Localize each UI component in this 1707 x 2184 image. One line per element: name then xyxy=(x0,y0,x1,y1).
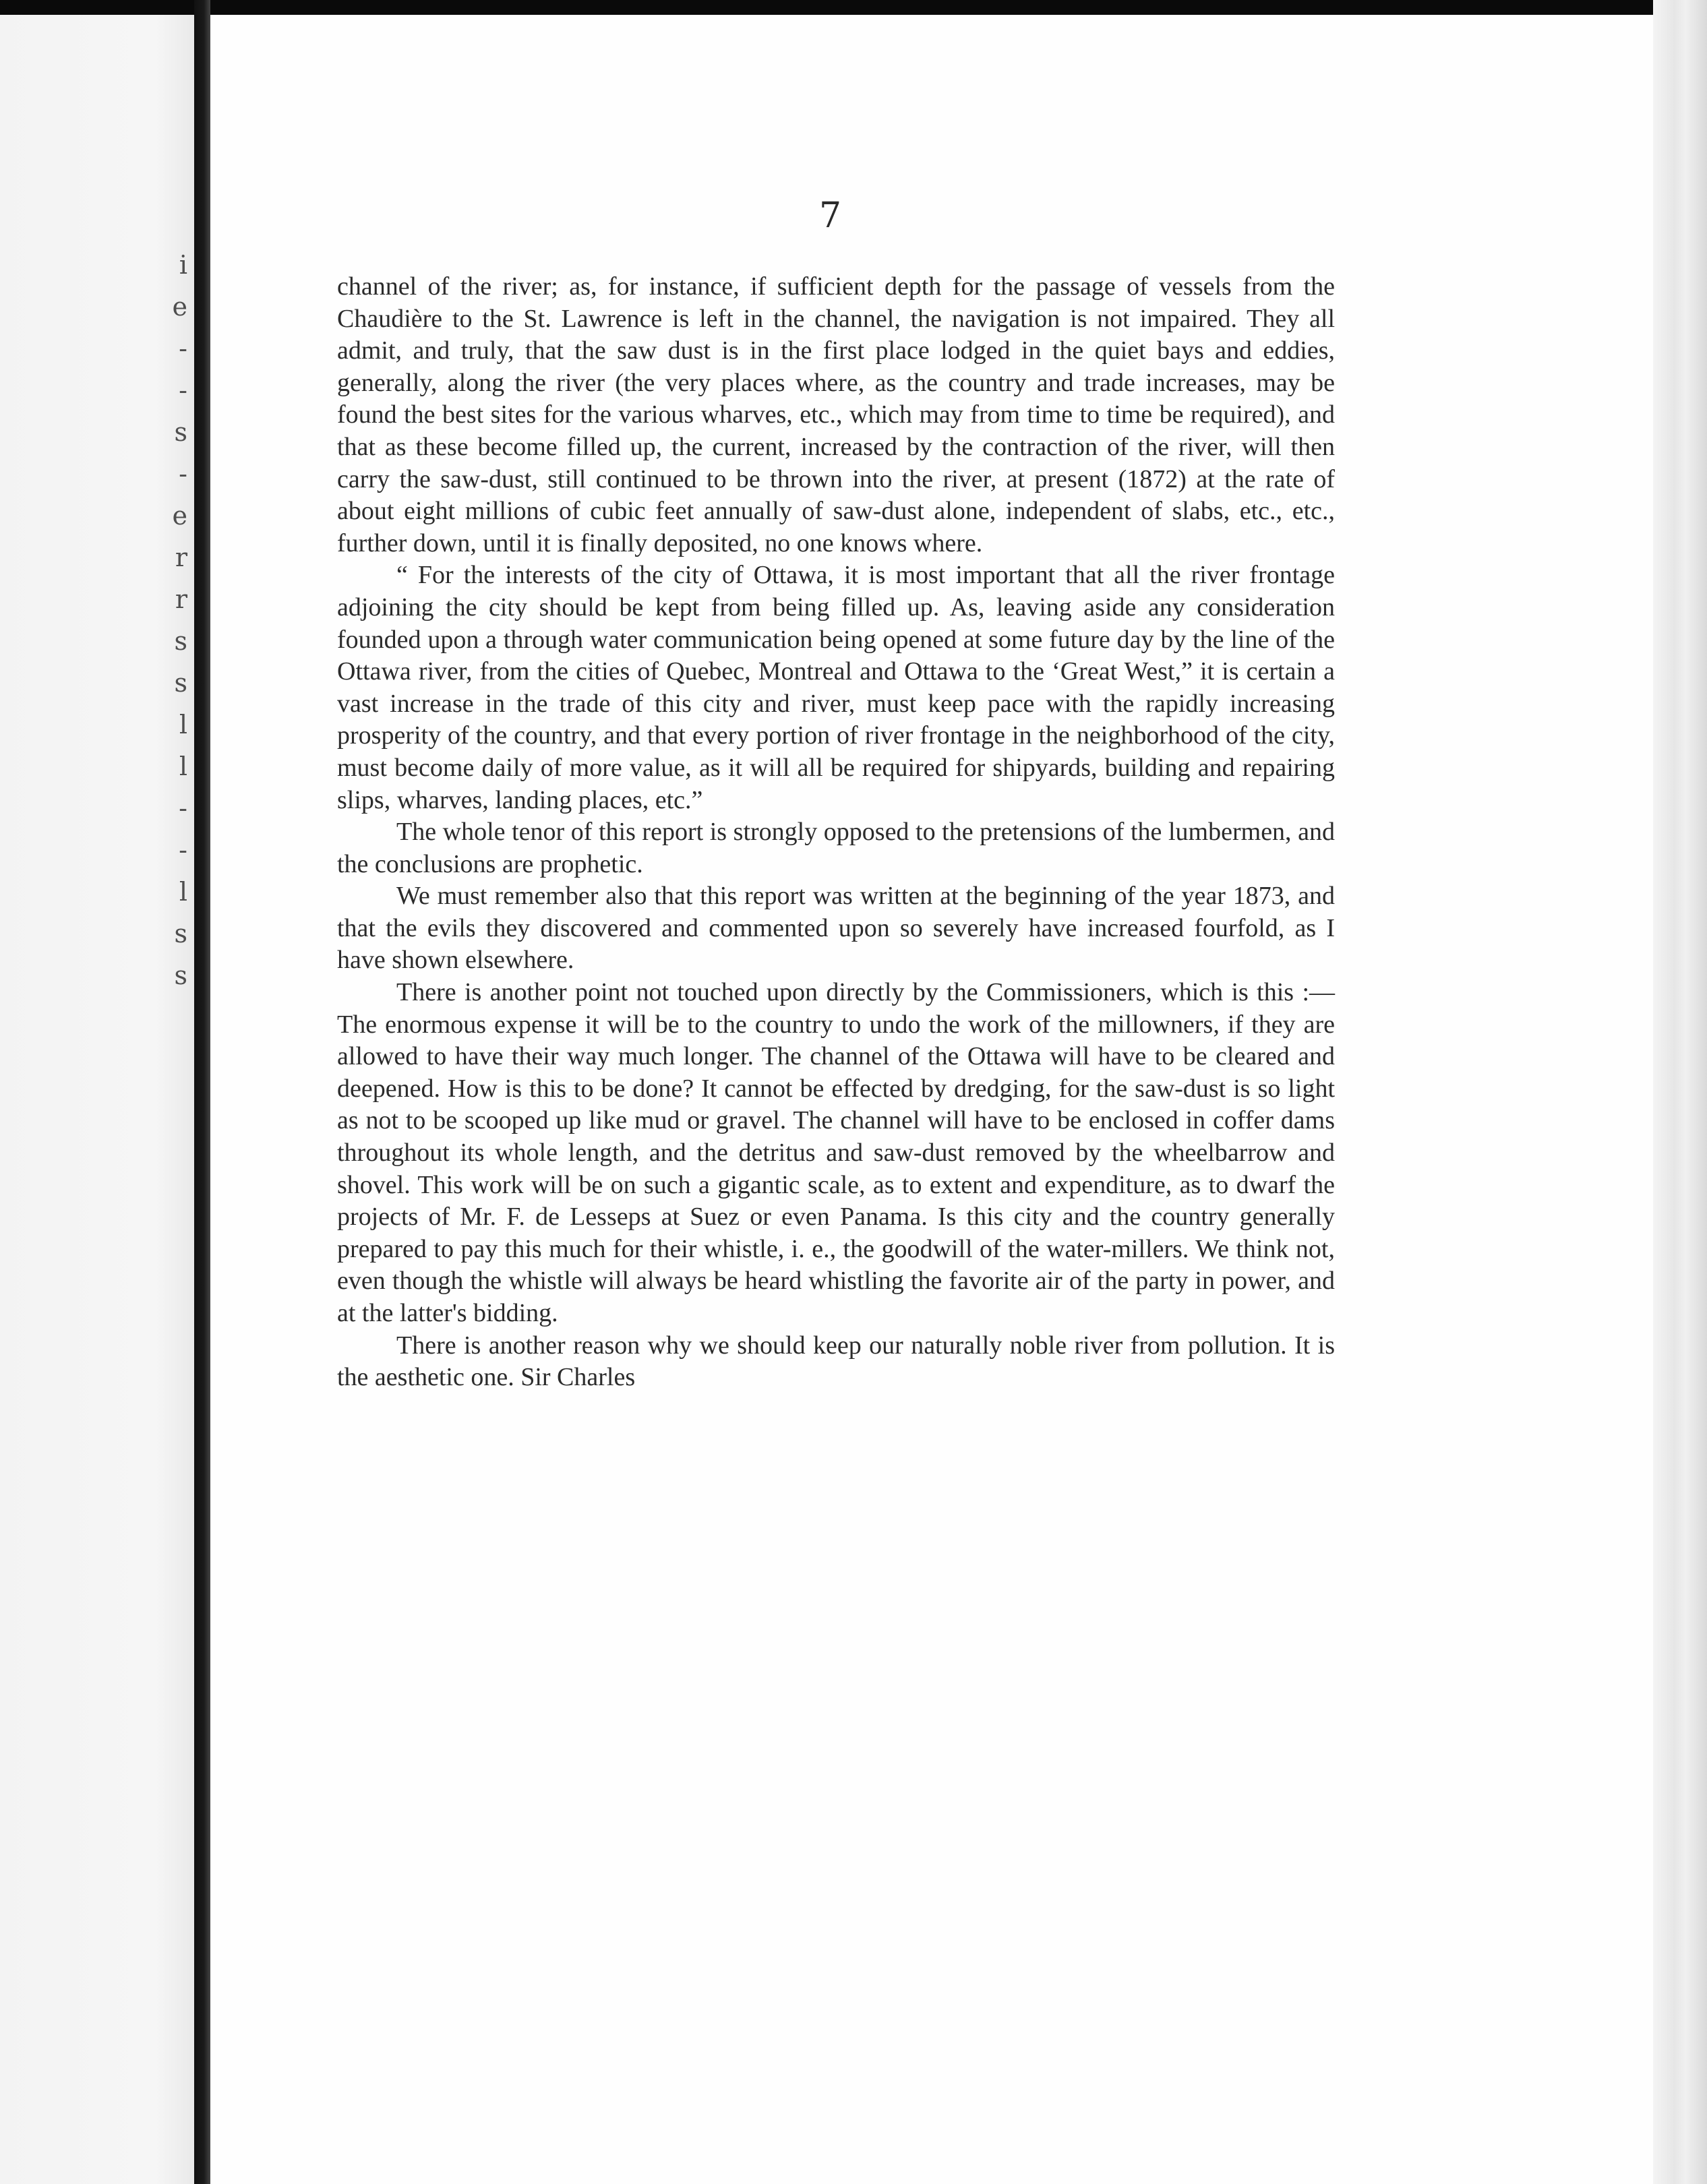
left-fragment: - xyxy=(179,334,187,363)
left-fragment: l xyxy=(179,710,187,739)
left-page-edge xyxy=(0,15,194,2184)
page-number: 7 xyxy=(819,195,843,236)
book-gutter xyxy=(194,0,210,2184)
paragraph: “ For the interests of the city of Ottawa, it is most important that all the river frontage adjoining the city should be kept from being filled up. As, leaving aside any consideration founded upon a through water communication being opened at some future day by the line of the Ottawa river, from the cities of Quebec, Montreal and Ottawa to the ‘Great West,” it is certain a vast increase in the trade of this city and river, must keep pace with the rapidly increasing prosperity of the country, and that every portion of river frontage in the neighborhood of the city, must become daily of more value, as it will all be required for shipyards, building and repairing slips, wharves, landing places, etc.” xyxy=(337,561,1335,814)
paragraph: The whole tenor of this report is strongly opposed to the pretensions of the lumbermen, and the conclusions are prophetic. xyxy=(337,818,1335,878)
left-fragment: l xyxy=(179,752,187,781)
left-fragment: l xyxy=(179,877,187,907)
left-fragment: - xyxy=(179,793,187,823)
paragraph: There is another reason why we should keep our naturally noble river from pollution. It is the aesthetic one. Sir Charles xyxy=(337,1331,1335,1392)
left-fragment: - xyxy=(179,835,187,865)
body-text xyxy=(337,271,1335,1394)
left-fragment: i xyxy=(179,250,187,280)
left-fragment: s xyxy=(174,626,187,656)
left-fragment: r xyxy=(175,584,187,614)
scan-top-border xyxy=(0,0,1707,15)
right-page-edge xyxy=(1653,0,1707,2184)
left-fragment: e xyxy=(172,501,187,530)
left-fragment: e xyxy=(172,292,187,322)
left-fragment: s xyxy=(174,961,187,990)
left-fragment: s xyxy=(174,919,187,948)
left-fragment: r xyxy=(175,543,187,572)
paragraph: There is another point not touched upon directly by the Commissioners, which is this :—The enormous expense it will be to the country to undo the work of the millowners, if they are allowed to have their way much longer. The channel of the Ottawa will have to be cleared and deepened. How is this to be done? It cannot be effected by dredging, for the saw-dust is so light as not to be scooped up like mud or gravel. The channel will have to be enclosed in coffer dams throughout its whole length, and the detritus and saw-dust removed by the wheelbarrow and shovel. This work will be on such a gigantic scale, as to extent and expenditure, as to dwarf the projects of Mr. F. de Lesseps at Suez or even Panama. Is this city and the country generally prepared to pay this much for their whistle, i. e., the goodwill of the water-millers. We think not, even though the whistle will always be heard whistling the favorite air of the party in power, and at the latter's bidding. xyxy=(337,978,1335,1327)
left-fragment: s xyxy=(174,417,187,447)
left-fragment: - xyxy=(179,375,187,405)
paragraph: channel of the river; as, for instance, if sufficient depth for the passage of vessels from the Chaudière to the St. Lawrence is left in the channel, the navigation is not impaired. They all admit, and truly, that the saw dust is in the first place lodged in the quiet bays and eddies, generally, along the river (the very places where, as the country and trade increases, may be found the best sites for the various wharves, etc., which may from time to time be required), and that as these become filled up, the current, increased by the contraction of the river, will then carry the saw-dust, still continued to be thrown into the river, at present (1872) at the rate of about eight millions of cubic feet annually of saw-dust alone, independent of slabs, etc., etc., further down, until it is finally deposited, no one knows where. xyxy=(337,272,1335,557)
paragraph: We must remember also that this report was written at the beginning of the year 1873, and that the evils they discovered and commented upon so severely have increased fourfold, as I have shown elsewhere. xyxy=(337,882,1335,975)
left-page-text-fragments xyxy=(160,244,187,996)
left-fragment: s xyxy=(174,668,187,698)
left-fragment: - xyxy=(179,459,187,489)
